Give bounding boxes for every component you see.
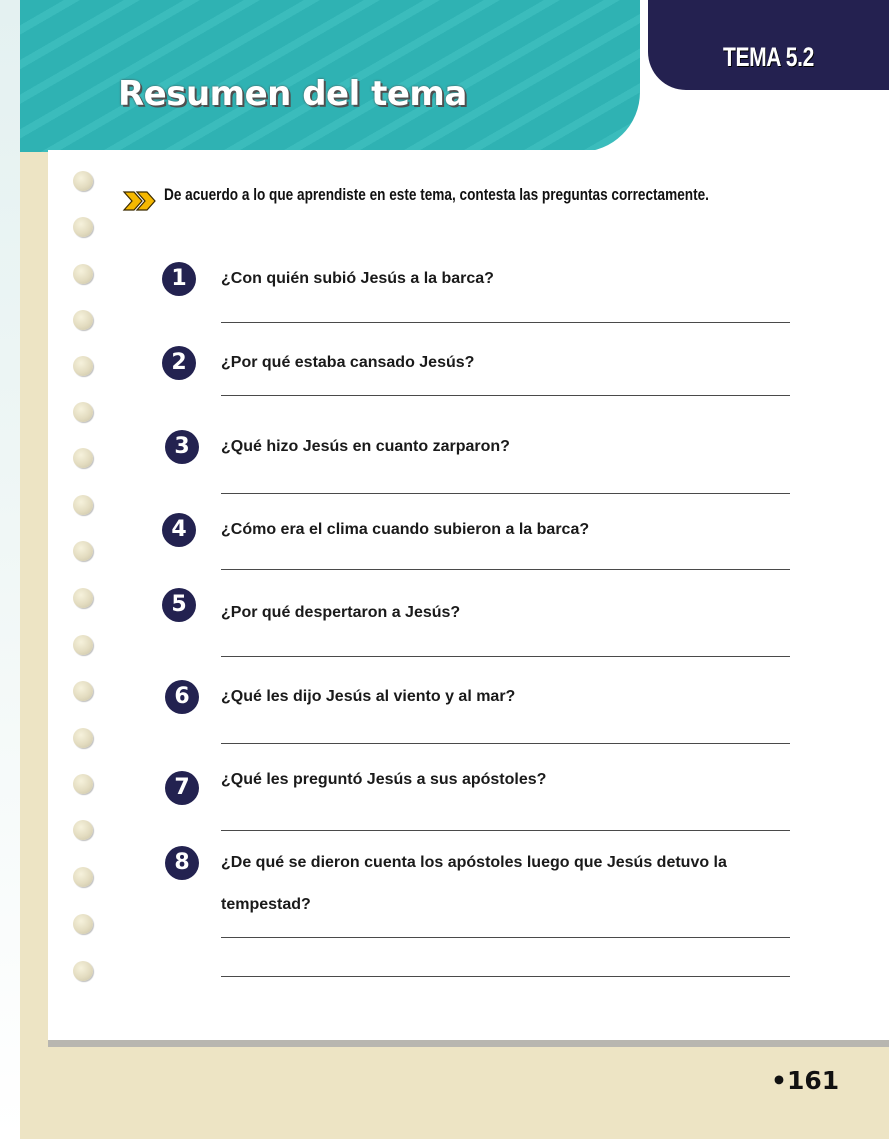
binder-hole <box>73 914 93 934</box>
question-number-badge: 7 <box>165 771 199 805</box>
answer-line[interactable] <box>221 976 790 977</box>
question-text: ¿Con quién subió Jesús a la barca? <box>221 270 494 287</box>
binder-hole <box>73 820 93 840</box>
left-margin-strip <box>0 0 20 1139</box>
question-number-badge: 2 <box>162 346 196 380</box>
question-number-badge: 6 <box>165 680 199 714</box>
answer-line[interactable] <box>221 395 790 396</box>
binder-hole <box>73 402 93 422</box>
binder-hole <box>73 774 93 794</box>
answer-line[interactable] <box>221 937 790 938</box>
binder-hole <box>73 728 93 748</box>
tema-label: TEMA 5.2 <box>723 42 814 72</box>
question-text: ¿Qué hizo Jesús en cuanto zarparon? <box>221 438 510 455</box>
answer-line[interactable] <box>221 656 790 657</box>
instruction-text: De acuerdo a lo que aprendiste en este tema, contesta las preguntas correctamente. <box>164 185 709 204</box>
binder-hole <box>73 681 93 701</box>
paper-shadow <box>48 1040 889 1047</box>
question-text-continued: tempestad? <box>221 896 311 913</box>
answer-line[interactable] <box>221 743 790 744</box>
binder-hole <box>73 961 93 981</box>
answer-line[interactable] <box>221 493 790 494</box>
binder-hole <box>73 635 93 655</box>
binder-hole <box>73 171 93 191</box>
binder-hole <box>73 448 93 468</box>
question-number-badge: 4 <box>162 513 196 547</box>
double-chevron-icon <box>122 189 158 213</box>
question-text: ¿De qué se dieron cuenta los apóstoles luego que Jesús detuvo la <box>221 854 727 871</box>
binder-hole <box>73 495 93 515</box>
question-text: ¿Qué les dijo Jesús al viento y al mar? <box>221 688 516 705</box>
answer-line[interactable] <box>221 322 790 323</box>
question-text: ¿Por qué estaba cansado Jesús? <box>221 354 475 371</box>
question-text: ¿Cómo era el clima cuando subieron a la barca? <box>221 521 590 538</box>
binder-hole <box>73 264 93 284</box>
binder-hole <box>73 541 93 561</box>
question-number-badge: 3 <box>165 430 199 464</box>
question-number-badge: 8 <box>165 846 199 880</box>
question-text: ¿Qué les preguntó Jesús a sus apóstoles? <box>221 771 547 788</box>
question-number-badge: 5 <box>162 588 196 622</box>
page-number: •161 <box>771 1066 840 1095</box>
binder-hole <box>73 867 93 887</box>
question-text: ¿Por qué despertaron a Jesús? <box>221 604 461 621</box>
binder-hole <box>73 217 93 237</box>
answer-line[interactable] <box>221 830 790 831</box>
binder-hole <box>73 356 93 376</box>
binder-hole <box>73 310 93 330</box>
binder-hole <box>73 588 93 608</box>
page-title: Resumen del tema <box>118 74 467 114</box>
question-number-badge: 1 <box>162 262 196 296</box>
answer-line[interactable] <box>221 569 790 570</box>
